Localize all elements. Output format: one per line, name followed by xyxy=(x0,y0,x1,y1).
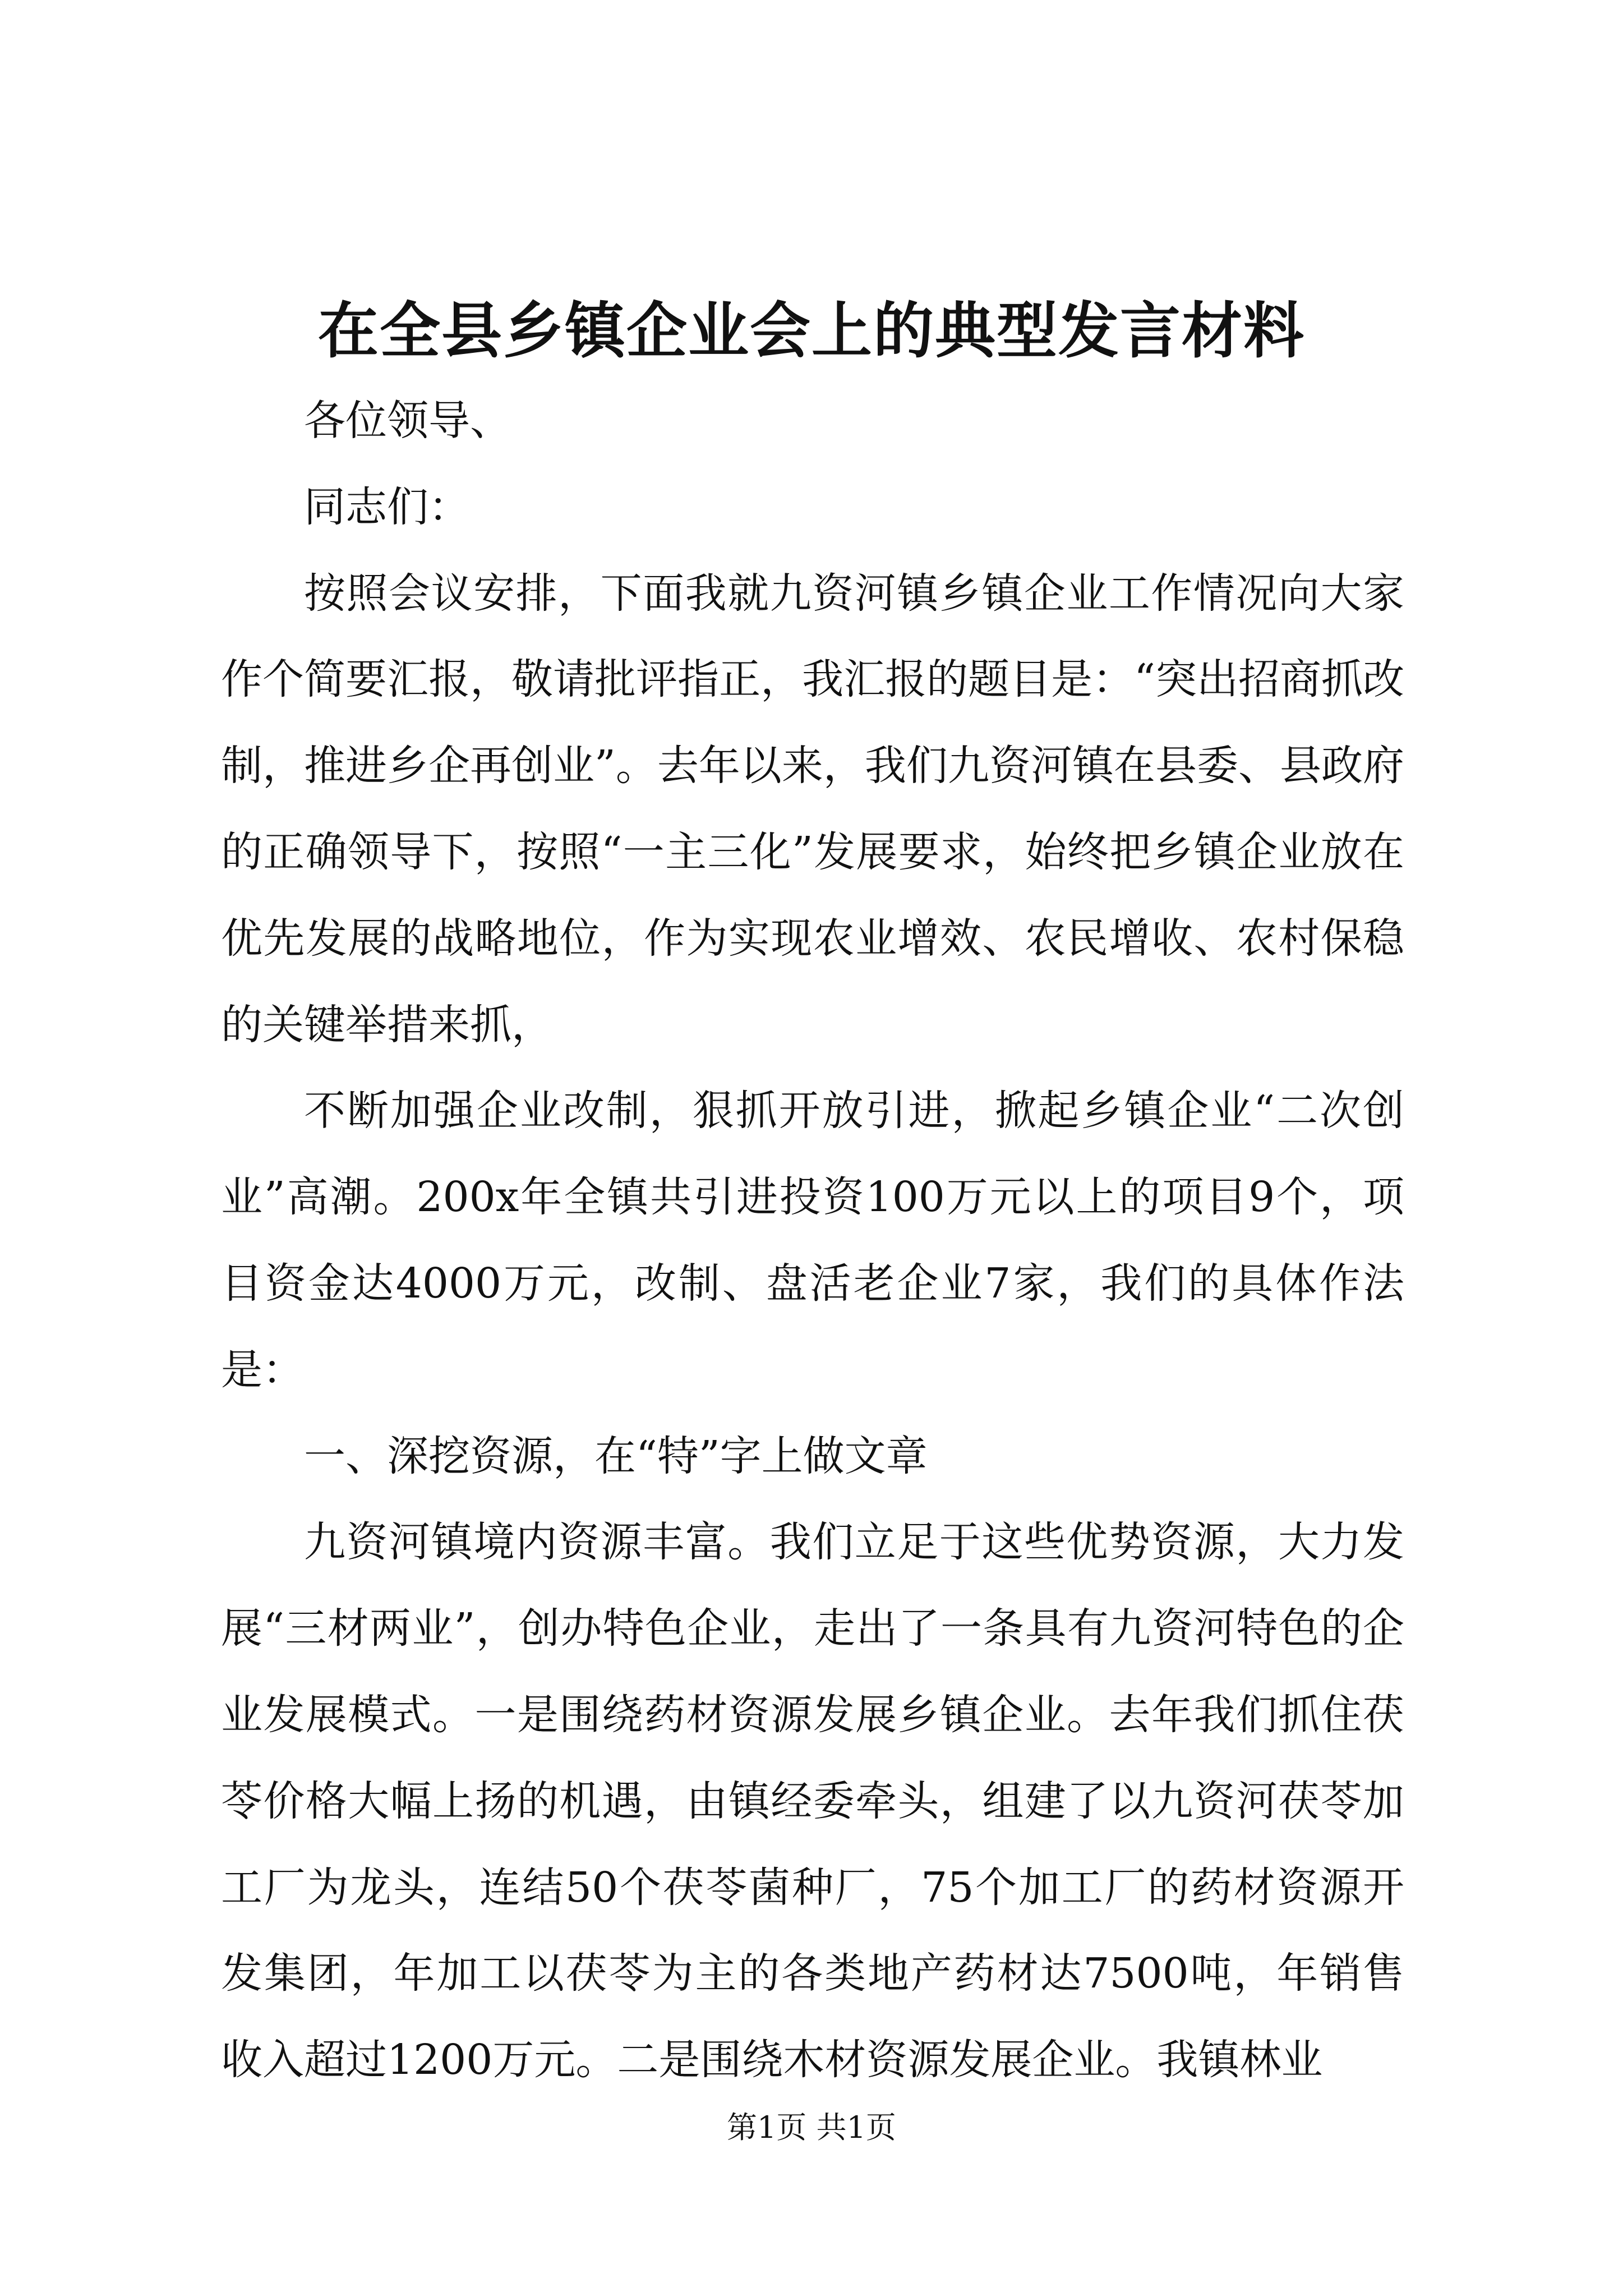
paragraph-section-1: 九资河镇境内资源丰富。我们立足于这些优势资源，大力发展“三材两业”，创办特色企业，走出了一条具有九资河特色的企业发展模式。一是围绕药材资源发展乡镇企业。去年我们抓住茯苓价格大幅上扬的机遇，由镇经委牵头，组建了以九资河茯苓加工厂为龙头，连结50个茯苓菌种厂，75个加工厂的药材资源开发集团，年加工以茯苓为主的各类地产药材达7500吨，年销售收入超过1200万元。二是围绕木材资源发展企业。我镇林业 xyxy=(221,1518,1404,2085)
document-body xyxy=(221,378,1404,2104)
paragraph-summary: 不断加强企业改制，狠抓开放引进，掀起乡镇企业“二次创业”高潮。200x年全镇共引进投资100万元以上的项目9个，项目资金达4000万元，改制、盘活老企业7家，我们的具体作法是： xyxy=(221,1087,1404,1394)
section-heading-1: 一、深挖资源，在“特”字上做文章 xyxy=(304,1432,928,1480)
paragraph-salutation-2: 同志们： xyxy=(304,482,470,531)
paragraph-salutation-1: 各位领导、 xyxy=(304,397,511,445)
paragraph-introduction: 按照会议安排，下面我就九资河镇乡镇企业工作情况向大家作个简要汇报，敬请批评指正，我汇报的题目是：“突出招商抓改制，推进乡企再创业”。去年以来，我们九资河镇在县委、县政府的正确领导下，按照“一主三化”发展要求，始终把乡镇企业放在优先发展的战略地位，作为实现农业增效、农民增收、农村保稳的关键举措来抓， xyxy=(221,569,1404,1049)
page-number-footer: 第1页 共1页 xyxy=(727,2110,896,2145)
document-title: 在全县乡镇企业会上的典型发言材料 xyxy=(317,296,1305,366)
